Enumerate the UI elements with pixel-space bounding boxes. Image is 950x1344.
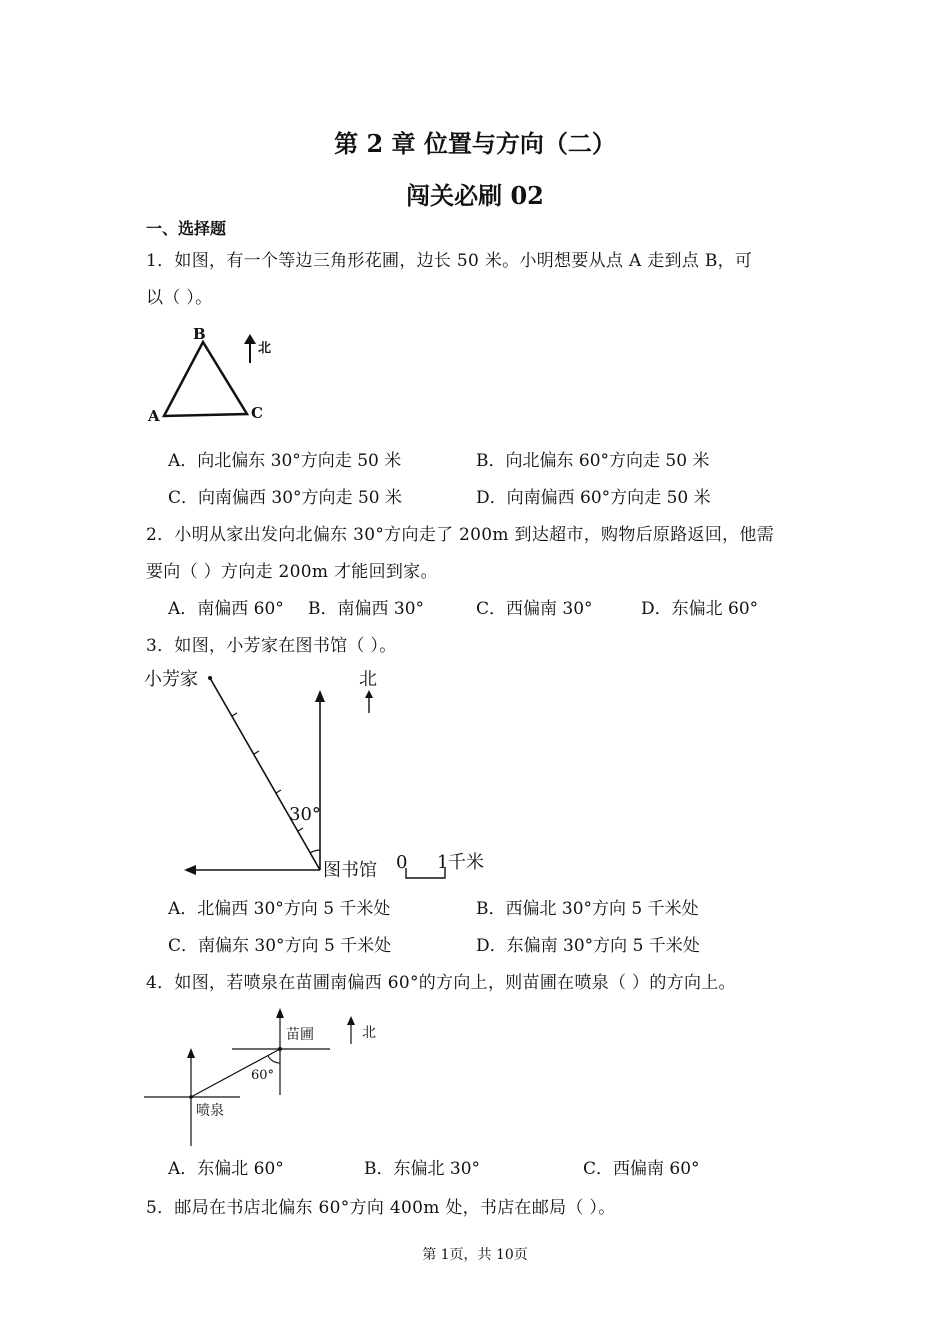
tick-3 xyxy=(276,790,281,793)
scale-zero: 0 xyxy=(396,852,408,873)
page-subtitle: 闯关必刷 02 xyxy=(406,181,544,210)
home-point xyxy=(208,676,212,680)
q1-option-b[interactable]: B．向北偏东 60°方向走 50 米 xyxy=(476,451,710,471)
tick-2 xyxy=(254,751,259,754)
angle-label: 60° xyxy=(251,1068,275,1083)
page-footer: 第 1页，共 10页 xyxy=(422,1247,528,1263)
tick-1 xyxy=(232,713,237,716)
q1-option-d[interactable]: D．向南偏西 60°方向走 50 米 xyxy=(476,488,711,508)
fountain-north-arrowhead xyxy=(187,1048,195,1058)
nursery-point xyxy=(278,1047,282,1051)
q2-option-c[interactable]: C．西偏南 30° xyxy=(476,599,593,619)
tick-4 xyxy=(298,828,303,831)
angle-arc xyxy=(268,1056,280,1063)
q1-option-a[interactable]: A．向北偏东 30°方向走 50 米 xyxy=(168,451,402,471)
section-heading: 一、选择题 xyxy=(146,219,227,238)
home-library-line xyxy=(210,678,320,870)
chapter-title: 第 2 章 位置与方向（二） xyxy=(334,129,616,158)
q1-option-c[interactable]: C．向南偏西 30°方向走 50 米 xyxy=(168,488,402,508)
label-b: B xyxy=(193,325,206,343)
home-label: 小芳家 xyxy=(144,669,198,690)
q4-stem: 4．如图，若喷泉在苗圃南偏西 60°的方向上，则苗圃在喷泉（ ）的方向上。 xyxy=(146,973,736,993)
nursery-label: 苗圃 xyxy=(286,1027,314,1043)
library-label: 图书馆 xyxy=(323,860,377,881)
q4-direction-figure xyxy=(140,1000,400,1150)
triangle-shape xyxy=(164,342,247,416)
q3-option-b[interactable]: B．西偏北 30°方向 5 千米处 xyxy=(476,899,699,919)
q5-stem: 5．邮局在书店北偏东 60°方向 400m 处，书店在邮局（ ）。 xyxy=(146,1198,616,1218)
scale-unit: 千米 xyxy=(448,852,484,873)
north-arrowhead xyxy=(244,334,256,344)
q2-option-d[interactable]: D．东偏北 60° xyxy=(641,599,759,619)
north-label: 北 xyxy=(258,341,272,356)
q1-triangle-figure xyxy=(140,320,290,430)
nursery-north-arrowhead xyxy=(276,1008,284,1018)
q3-stem: 3．如图，小芳家在图书馆（ ）。 xyxy=(146,636,397,656)
fountain-label: 喷泉 xyxy=(196,1103,224,1119)
north-indicator-label: 北 xyxy=(362,1025,376,1041)
q4-option-b[interactable]: B．东偏北 30° xyxy=(364,1159,481,1179)
north-indicator-arrowhead xyxy=(347,1016,355,1025)
north-axis-arrowhead xyxy=(315,690,325,702)
q2-option-a[interactable]: A．南偏西 60° xyxy=(168,599,284,619)
angle-arc xyxy=(310,850,320,853)
q3-direction-figure xyxy=(140,660,500,890)
north-indicator-label: 北 xyxy=(359,669,377,690)
q2-option-b[interactable]: B．南偏西 30° xyxy=(308,599,425,619)
angle-label: 30° xyxy=(289,804,321,825)
q1-stem-line1: 1．如图，有一个等边三角形花圃，边长 50 米。小明想要从点 A 走到点 B，可 xyxy=(146,251,753,271)
q3-option-d[interactable]: D．东偏南 30°方向 5 千米处 xyxy=(476,936,700,956)
label-c: C xyxy=(251,404,263,422)
q3-option-a[interactable]: A．北偏西 30°方向 5 千米处 xyxy=(168,899,391,919)
west-axis-arrowhead xyxy=(184,865,196,875)
q2-stem-line2: 要向（ ）方向走 200m 才能回到家。 xyxy=(146,562,438,582)
q4-option-a[interactable]: A．东偏北 60° xyxy=(168,1159,284,1179)
q4-option-c[interactable]: C．西偏南 60° xyxy=(583,1159,700,1179)
q2-stem-line1: 2．小明从家出发向北偏东 30°方向走了 200m 到达超市，购物后原路返回，他需 xyxy=(146,525,775,545)
q1-stem-line2: 以（ ）。 xyxy=(146,288,213,308)
q3-option-c[interactable]: C．南偏东 30°方向 5 千米处 xyxy=(168,936,392,956)
fountain-point xyxy=(189,1095,193,1099)
label-a: A xyxy=(148,407,160,425)
scale-one: 1 xyxy=(437,852,449,873)
north-indicator-arrowhead xyxy=(365,690,373,698)
